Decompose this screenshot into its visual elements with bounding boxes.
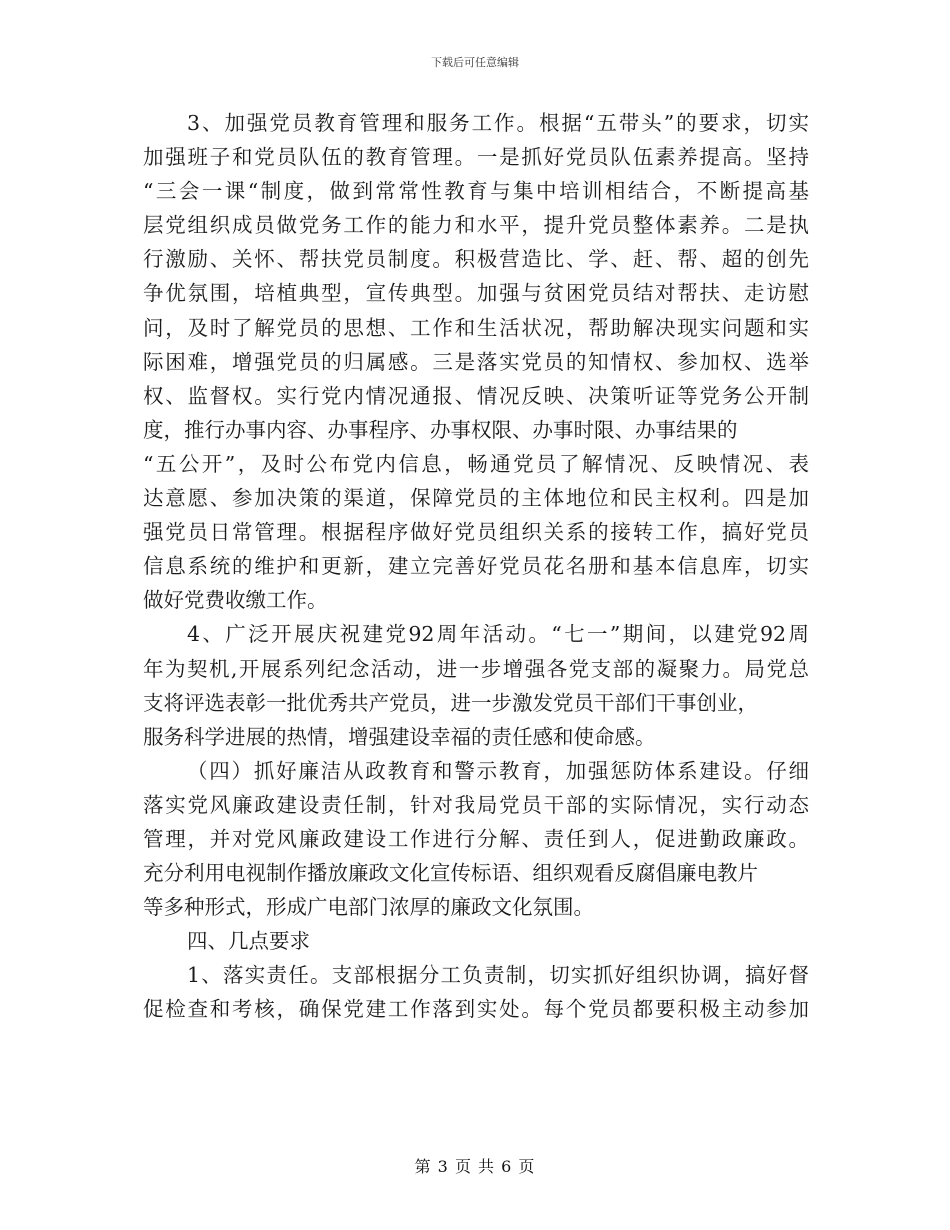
paragraph-line: “三会一课“制度，做到常常性教育与集中培训相结合，不断提高基 <box>143 179 809 204</box>
paragraph-line: 支将评选表彰一批优秀共产党员，进一步激发党员干部们干事创业， <box>143 690 758 715</box>
page-header: 下载后可任意编辑 <box>431 56 519 69</box>
paragraph-line: 服务科学进展的热情，增强建设幸福的责任感和使命感。 <box>143 724 656 749</box>
paragraph-line: 促检查和考核，确保党建工作落到实处。每个党员都要积极主动参加 <box>143 997 809 1022</box>
section-heading: 四、几点要求 <box>187 929 310 954</box>
page-number: 第 3 页 共 6 页 <box>414 1157 536 1176</box>
paragraph-line: （四）抓好廉洁从政教育和警示教育，加强惩防体系建设。仔细 <box>187 758 809 783</box>
document-body <box>143 106 809 1027</box>
paragraph-line: 行激励、关怀、帮扶党员制度。积极营造比、学、赶、帮、超的创先 <box>143 247 809 272</box>
paragraph-line: 等多种形式，形成广电部门浓厚的廉政文化氛围。 <box>143 895 594 920</box>
paragraph-line: 3、加强党员教育管理和服务工作。根据“五带头”的要求，切实 <box>187 111 809 135</box>
paragraph-line: 问，及时了解党员的思想、工作和生活状况，帮助解决现实问题和实 <box>143 315 809 340</box>
paragraph-line: 管理，并对党风廉政建设工作进行分解、责任到人，促进勤政廉政。 <box>143 826 809 851</box>
paragraph-line: 权、监督权。实行党内情况通报、情况反映、决策听证等党务公开制 <box>143 383 809 408</box>
paragraph-line: 层党组织成员做党务工作的能力和水平，提升党员整体素养。二是执 <box>143 213 809 238</box>
paragraph-line: 充分利用电视制作播放廉政文化宣传标语、组织观看反腐倡廉电教片 <box>143 861 758 886</box>
paragraph-line: 信息系统的维护和更新，建立完善好党员花名册和基本信息库，切实 <box>143 554 809 579</box>
paragraph-line: 落实党风廉政建设责任制，针对我局党员干部的实际情况，实行动态 <box>143 792 809 817</box>
paragraph-line: 达意愿、参加决策的渠道，保障党员的主体地位和民主权利。四是加 <box>143 486 809 511</box>
paragraph-line: “五公开”，及时公布党内信息，畅通党员了解情况、反映情况、表 <box>143 451 809 476</box>
paragraph-line: 年为契机,开展系列纪念活动，进一步增强各党支部的凝聚力。局党总 <box>143 656 809 681</box>
paragraph-line: 争优氛围，培植典型，宣传典型。加强与贫困党员结对帮扶、走访慰 <box>143 281 809 306</box>
paragraph-line: 度，推行办事内容、办事程序、办事权限、办事时限、办事结果的 <box>143 417 738 442</box>
paragraph-line: 4、广泛开展庆祝建党92周年活动。“七一”期间，以建党92周 <box>187 622 809 647</box>
paragraph-line: 1、落实责任。支部根据分工负责制，切实抓好组织协调，搞好督 <box>187 963 809 988</box>
paragraph-line: 加强班子和党员队伍的教育管理。一是抓好党员队伍素养提高。坚持 <box>143 145 809 170</box>
paragraph-line: 强党员日常管理。根据程序做好党员组织关系的接转工作，搞好党员 <box>143 520 809 545</box>
paragraph-line: 际困难，增强党员的归属感。三是落实党员的知情权、参加权、选举 <box>143 349 809 374</box>
paragraph-line: 做好党费收缴工作。 <box>143 588 328 613</box>
